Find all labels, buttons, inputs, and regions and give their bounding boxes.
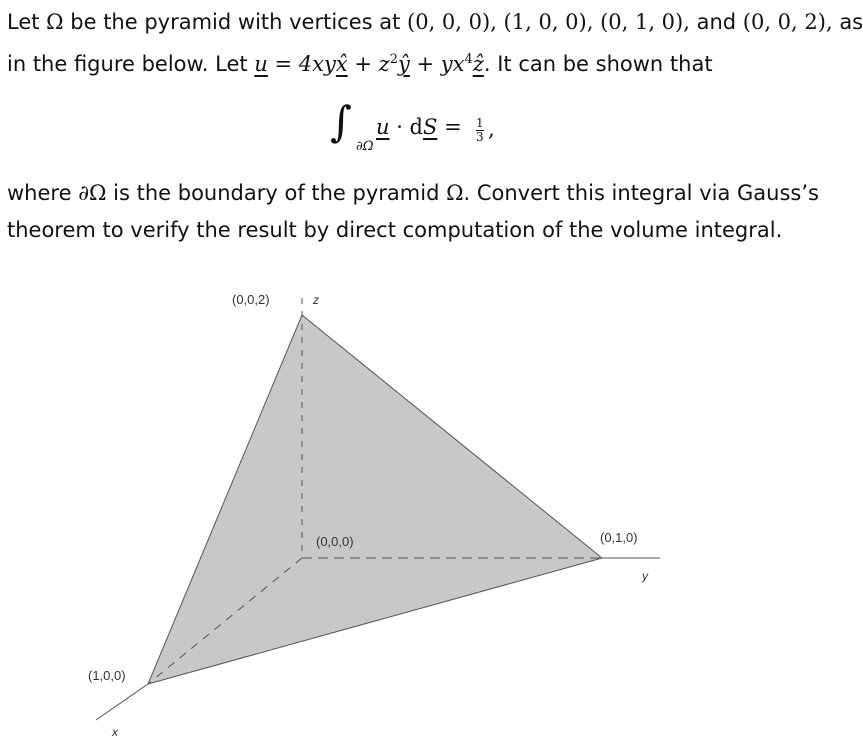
problem-intro: Let Ω be the pyramid with vertices at (0, 0, 0), (1, 0, 0), (0, 1, 0), and (0, 0, 2), as in the figure below. Let u = 4xyx̂ + $z^2ŷ$ + $yx^4ẑ$. It can be shown that	[7, 10, 863, 76]
x-axis	[96, 684, 148, 720]
axis-label-y: y	[642, 569, 648, 583]
axis-label-z: z	[313, 293, 319, 307]
axis-label-x: x	[112, 725, 118, 738]
problem-task: where ∂Ω is the boundary of the pyramid Ω. Convert this integral via Gauss’s theorem to verify the result by direct computation of the volume integral.	[7, 181, 819, 242]
label-vertex-y: (0,1,0)	[600, 530, 638, 545]
fraction-one-third: $\frac{1}{3}$	[476, 116, 484, 144]
label-vertex-x: (1,0,0)	[88, 668, 126, 683]
pyramid-figure	[0, 280, 854, 738]
integral-domain: ∂Ω	[356, 139, 374, 154]
label-vertex-origin: (0,0,0)	[316, 534, 354, 549]
integral-sign: ∫	[330, 97, 352, 146]
surface-integral-equation: ∫ ∂Ω u · dS = $\frac{1}{3}$ ,	[330, 97, 495, 154]
label-vertex-top: (0,0,2)	[232, 292, 270, 307]
